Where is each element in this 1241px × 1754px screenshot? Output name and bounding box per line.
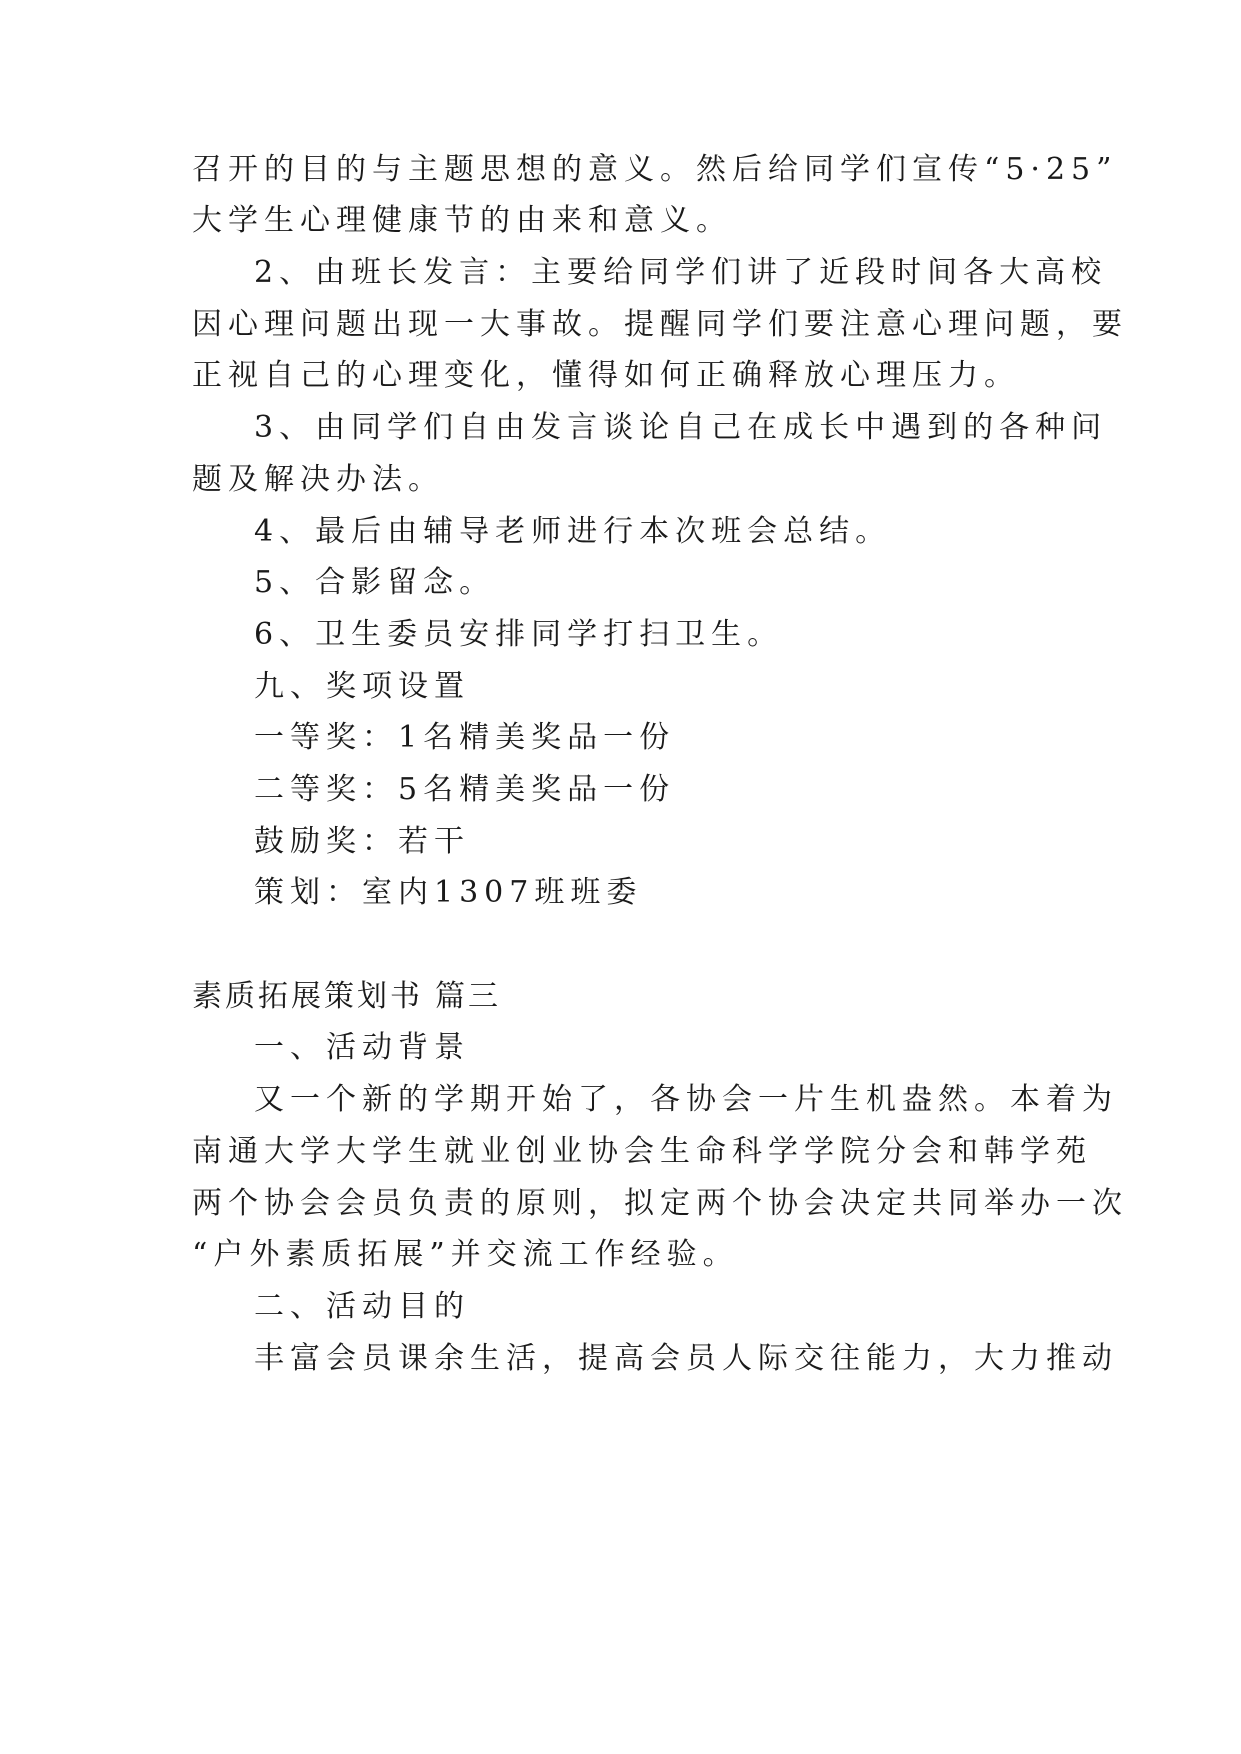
- section-heading: 一、活动背景: [254, 1030, 470, 1065]
- paragraph-line: 召开的目的与主题思想的意义。然后给同学们宣传“5·25”: [192, 152, 1118, 187]
- paragraph-line: 又一个新的学期开始了，各协会一片生机盎然。本着为: [254, 1082, 1118, 1117]
- section-heading: 二、活动目的: [254, 1289, 470, 1324]
- award-line: 一等奖：1名精美奖品一份: [254, 720, 676, 755]
- section-title-text: 素质拓展策划书: [192, 979, 423, 1014]
- section-heading: 九、奖项设置: [254, 669, 470, 704]
- paragraph-line: 因心理问题出现一大事故。提醒同学们要注意心理问题，要: [192, 307, 1128, 342]
- paragraph-line: 大学生心理健康节的由来和意义。: [192, 203, 732, 238]
- award-line: 二等奖：5名精美奖品一份: [254, 772, 676, 807]
- paragraph-line: 正视自己的心理变化，懂得如何正确释放心理压力。: [192, 358, 1020, 393]
- paragraph-line: 两个协会会员负责的原则，拟定两个协会决定共同举办一次: [192, 1186, 1128, 1221]
- award-line: 鼓励奖：若干: [254, 824, 470, 859]
- list-item: 3、由同学们自由发言谈论自己在成长中遇到的各种问: [254, 410, 1108, 445]
- paragraph-line: 题及解决办法。: [192, 462, 444, 497]
- list-item: 2、由班长发言：主要给同学们讲了近段时间各大高校: [254, 255, 1108, 290]
- planner-line: 策划：室内1307班班委: [254, 875, 643, 910]
- list-item: 6、卫生委员安排同学打扫卫生。: [254, 617, 784, 652]
- list-item: 5、合影留念。: [254, 565, 496, 600]
- paragraph-line: 丰富会员课余生活，提高会员人际交往能力，大力推动: [254, 1341, 1118, 1376]
- paragraph-line: “户外素质拓展”并交流工作经验。: [192, 1237, 739, 1272]
- section-title: [192, 977, 1062, 1017]
- paragraph-line: 南通大学大学生就业创业协会生命科学学院分会和韩学苑: [192, 1134, 1092, 1169]
- section-title-suffix: 篇三: [435, 979, 501, 1014]
- list-item: 4、最后由辅导老师进行本次班会总结。: [254, 514, 892, 549]
